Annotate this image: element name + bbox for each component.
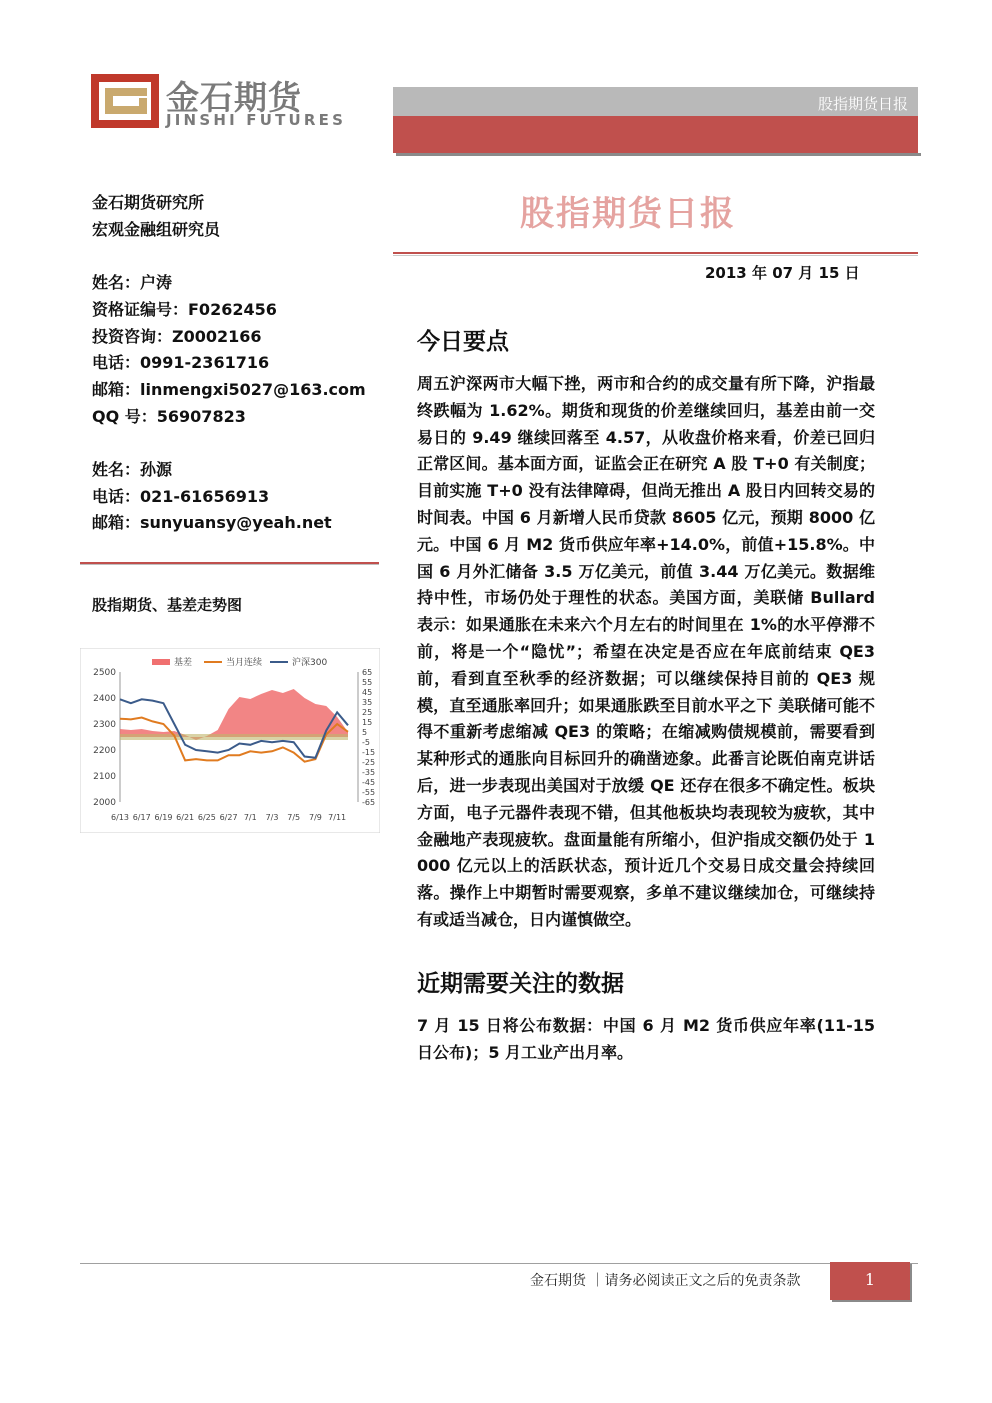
analyst2-email: 邮箱：sunyuansy@yeah.net xyxy=(92,513,332,532)
sidebar-dept: 宏观金融组研究员 xyxy=(92,220,221,239)
y-right-tick-label: 5 xyxy=(362,728,368,737)
y-left-tick-label: 2500 xyxy=(93,668,116,678)
x-tick-label: 7/5 xyxy=(287,813,301,822)
y-right-tick-label: 55 xyxy=(362,678,373,687)
x-tick-label: 6/17 xyxy=(132,813,151,822)
y-right-tick-label: -45 xyxy=(362,778,376,787)
section2-body: 7 月 15 日将公布数据：中国 6 月 M2 货币供应年率(11-15 日公布)；5 月工业产出月率。 xyxy=(417,1016,875,1062)
footer-disclaimer: 金石期货 ｜请务必阅读正文之后的免责条款 xyxy=(530,1273,801,1289)
title-divider-shadow xyxy=(393,255,918,256)
basis-chart xyxy=(80,648,380,833)
title-divider xyxy=(393,252,918,254)
y-left-tick-label: 2300 xyxy=(93,720,116,730)
y-right-tick-label: 65 xyxy=(362,668,373,677)
x-tick-label: 6/19 xyxy=(154,813,173,822)
sidebar-org: 金石期货研究所 xyxy=(92,193,205,212)
y-right-tick-label: -25 xyxy=(362,758,376,767)
sidebar-divider-shadow xyxy=(80,564,379,565)
y-right-tick-label: -15 xyxy=(362,748,376,757)
report-title: 股指期货日报 xyxy=(520,194,736,234)
legend-label: 沪深300 xyxy=(292,658,328,668)
analyst1-name: 姓名：户涛 xyxy=(92,273,173,292)
analyst1-qq: QQ 号：56907823 xyxy=(92,407,246,426)
page-number: 1 xyxy=(864,1270,876,1289)
logo-text-en: JINSHI FUTURES xyxy=(166,111,347,129)
x-tick-label: 7/11 xyxy=(328,813,347,822)
x-tick-label: 7/1 xyxy=(243,813,257,822)
y-right-tick-label: -35 xyxy=(362,768,376,777)
chart-frame xyxy=(80,648,380,833)
y-right-tick-label: 35 xyxy=(362,698,373,707)
y-right-tick-label: 25 xyxy=(362,708,373,717)
x-tick-label: 6/25 xyxy=(197,813,216,822)
x-tick-label: 7/3 xyxy=(265,813,279,822)
section2-title: 近期需要关注的数据 xyxy=(417,971,624,997)
y-left-tick-label: 2400 xyxy=(93,694,116,704)
y-left-tick-label: 2000 xyxy=(93,798,116,808)
header-band-label: 股指期货日报 xyxy=(817,95,908,113)
analyst1-email: 邮箱：linmengxi5027@163.com xyxy=(92,380,366,399)
legend-label: 当月连续 xyxy=(226,658,263,668)
header-band-shadow xyxy=(396,153,921,156)
report-date: 2013 年 07 月 15 日 xyxy=(705,264,860,282)
x-tick-label: 6/21 xyxy=(176,813,195,822)
chart-title: 股指期货、基差走势图 xyxy=(92,596,243,614)
legend-label: 基差 xyxy=(174,658,193,668)
zero-band xyxy=(120,734,348,740)
y-right-tick-label: -65 xyxy=(362,798,376,807)
x-tick-label: 6/27 xyxy=(219,813,238,822)
analyst1-phone: 电话：0991-2361716 xyxy=(92,353,270,372)
y-left-tick-label: 2100 xyxy=(93,772,116,782)
analyst1-consult: 投资咨询：Z0002166 xyxy=(92,327,262,346)
x-tick-label: 7/9 xyxy=(308,813,322,822)
y-right-tick-label: -5 xyxy=(362,738,370,747)
section1-title: 今日要点 xyxy=(417,329,509,355)
y-right-tick-label: -55 xyxy=(362,788,376,797)
x-tick-label: 6/13 xyxy=(111,813,129,822)
analyst2-name: 姓名：孙源 xyxy=(92,460,173,479)
logo-text-cn: 金石期货 xyxy=(166,78,302,117)
legend-swatch-basis xyxy=(152,659,170,665)
y-right-tick-label: 15 xyxy=(362,718,373,727)
y-right-tick-label: 45 xyxy=(362,688,373,697)
section1-body: 周五沪深两市大幅下挫，两市和合约的成交量有所下降，沪指最终跌幅为 1.62%。期货和现货的价差继续回归，基差由前一交易日的 9.49 继续回落至 4.57，从收盘价格来看，价差已回归正常区间。基本面方面，证监会正在研究 A 股 T+0 有关制度；目前实施 T+0 没有法律障碍，但尚无推出 A 股日内回转交易的时间表。中国 6 月新增人民币贷款 8605 亿元，预期 8000 亿元。中国 6 月 M2 货币供应年率+14.0%，前值+15.8%。中国 6 月外汇储备 3.5 万亿美元，前值 3.44 万亿美元。数据维持中性，市场仍处于理性的状态。美国方面，美联储 Bullard 表示：如果通胀在未来六个月左右的时间里在 1%的水平停滞不前，将是一个“隐忧”；希望在决定是否应在年底前结束 QE3 前，看到直至秋季的经济数据；可以继续保持目前的 QE3 规模，直至通胀率回升；如果通胀跌至目前水平之下 美联储可能不得不重新考虑缩减 QE3 的策略；在缩减购债规模前，需要看到某种形式的通胀向目标回升的确凿迹象。此番言论既伯南克讲话后，进一步表现出美国对于放缓 QE 还存在很多不确定性。板块方面，电子元器件表现不错，但其他板块均表现较为疲软，其中金融地产表现疲软。盘面量能有所缩小，但沪指成交额仍处于 1000 亿元以上的活跃状态，预计近几个交易日成交量会持续回落。操作上中期暂时需要观察，多单不建议继续加仓，可继续持有或适当减仓，日内谨慎做空。 xyxy=(417,374,875,929)
y-left-tick-label: 2200 xyxy=(93,746,116,756)
analyst1-cert: 资格证编号：F0262456 xyxy=(92,300,277,319)
company-logo-icon xyxy=(91,74,159,128)
header-band-red xyxy=(393,116,918,153)
footer-divider xyxy=(80,1263,918,1264)
analyst2-phone: 电话：021-61656913 xyxy=(92,487,270,506)
